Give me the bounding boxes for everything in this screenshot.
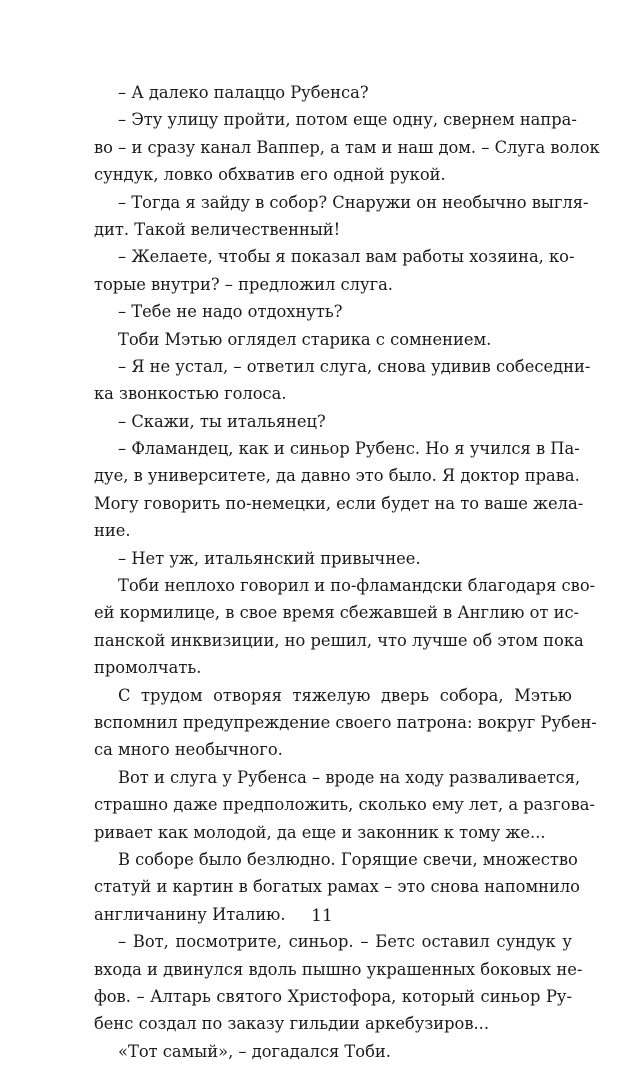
text-line: – Скажи, ты итальянец? <box>118 411 326 431</box>
text-line: – Нет уж, итальянский привычнее. <box>118 548 421 568</box>
text-line: ей кормилице, в свое время сбежавшей в Англию от ис- <box>94 603 580 623</box>
text-line: сундук, ловко обхватив его одной рукой. <box>94 165 446 185</box>
text-line: статуй и картин в богатых рамах – это снова напомнило <box>94 877 580 897</box>
text-line: промолчать. <box>94 658 202 678</box>
text-line: входа и двинулся вдоль пышно украшенных боковых не- <box>94 959 583 979</box>
page-number: 11 <box>311 906 333 926</box>
text-line: – Эту улицу пройти, потом еще одну, свернем напра- <box>118 110 577 130</box>
text-line: Вот и слуга у Рубенса – вроде на ходу разваливается, <box>118 767 581 787</box>
text-line: Тоби неплохо говорил и по-фламандски благодаря сво- <box>118 576 596 596</box>
text-line: страшно даже предположить, сколько ему лет, а разгова- <box>94 795 595 815</box>
text-line: дуе, в университете, да давно это было. Я доктор права. <box>94 466 580 486</box>
text-line: ние. <box>94 521 131 541</box>
text-line: ка звонкостью голоса. <box>94 384 287 404</box>
text-line: – Желаете, чтобы я показал вам работы хозяина, ко- <box>118 247 575 267</box>
text-line: С трудом отворяя тяжелую дверь собора, Мэтью <box>118 685 572 705</box>
text-line: – Вот, посмотрите, синьор. – Бетс оставил сундук у <box>118 932 572 952</box>
text-line: – А далеко палаццо Рубенса? <box>118 83 369 102</box>
text-line: – Я не устал, – ответил слуга, снова удивив собеседни- <box>118 356 591 376</box>
text-line: В соборе было безлюдно. Горящие свечи, множество <box>118 849 578 869</box>
text-line: са много необычного. <box>94 740 283 760</box>
text-line: Тоби Мэтью оглядел старика с сомнением. <box>118 329 492 349</box>
text-line: вспомнил предупреждение своего патрона: вокруг Рубен- <box>94 712 597 732</box>
text-line: торые внутри? – предложил слуга. <box>94 274 393 294</box>
text-line: – Тебе не надо отдохнуть? <box>118 302 343 322</box>
text-line: во – и сразу канал Ваппер, а там и наш дом. – Слуга волок <box>94 137 600 157</box>
text-line: Могу говорить по-немецки, если будет на то ваше жела- <box>94 493 584 513</box>
text-line: панской инквизиции, но решил, что лучше об этом пока <box>94 630 584 650</box>
text-line: ривает как молодой, да еще и законник к тому же... <box>94 822 546 842</box>
text-line: фов. – Алтарь святого Христофора, который синьор Ру- <box>94 986 572 1006</box>
text-line: англичанину Италию. <box>94 904 286 924</box>
text-line: дит. Такой величественный! <box>94 219 341 239</box>
text-line: «Тот самый», – догадался Тоби. <box>118 1041 391 1061</box>
text-line: – Фламандец, как и синьор Рубенс. Но я учился в Па- <box>118 439 580 459</box>
text-line: – Тогда я зайду в собор? Снаружи он необычно выгля- <box>118 192 589 212</box>
text-line: бенс создал по заказу гильдии аркебузиров... <box>94 1014 490 1034</box>
